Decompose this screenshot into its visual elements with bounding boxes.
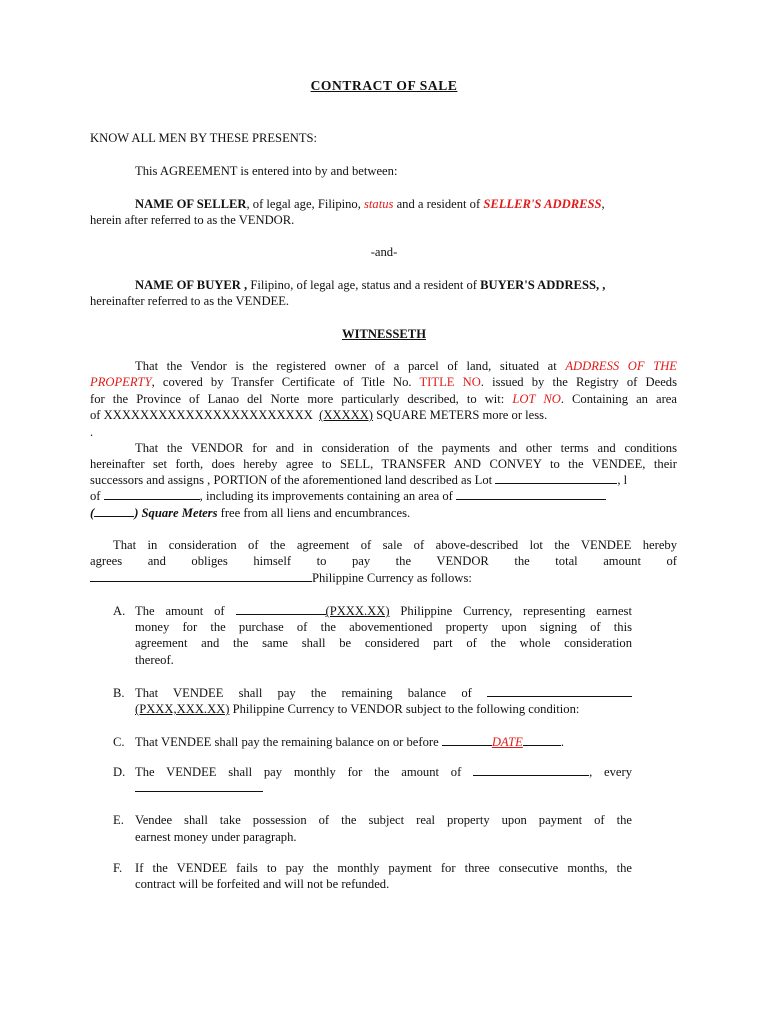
para3-line1: That in consideration of the agreement of sale of above-described lot the VENDEE hereby (113, 538, 677, 552)
item-c-line1: That VENDEE shall pay the remaining balance on or before DATE . (135, 735, 565, 749)
item-b-line1: That VENDEE shall pay the remaining balance of (135, 685, 632, 702)
buyer-line-2: hereinafter referred to as the VENDEE. (90, 294, 290, 308)
para3-line2: agrees and obliges himself to pay the VENDOR the total amount of (90, 554, 677, 568)
lot-no: LOT NO (512, 392, 561, 406)
sqm-blank (94, 505, 134, 517)
para1-line3: for the Province of Lanao del Norte more particularly described, to wit: LOT NO. Containing an area (90, 392, 677, 406)
buyer-name: NAME OF BUYER , (135, 278, 248, 292)
para1-dot: . (90, 425, 94, 439)
item-f-line1: If the VENDEE fails to pay the monthly payment for three consecutive months, the (135, 861, 632, 875)
para1-line2: PROPERTY, covered by Transfer Certificate of Title No. TITLE NO. issued by the Registry of Deeds (90, 375, 677, 389)
item-a-line1: The amount of (PXXX.XX) Philippine Currency, representing earnest (135, 604, 632, 618)
of-blank (104, 488, 200, 500)
monthly-blank (473, 764, 589, 776)
item-b-line2: (PXXX,XXX.XX) Philippine Currency to VENDOR subject to the following condition: (135, 702, 580, 716)
item-b-marker: B. (113, 686, 125, 700)
para2-line1: That the VENDOR for and in consideration of the payments and other terms and conditions (135, 441, 677, 455)
item-e-marker: E. (113, 813, 124, 827)
item-a-line2: money for the purchase of the abovementioned property upon signing of this (135, 620, 632, 634)
item-d-line2 (135, 780, 263, 797)
property-address: ADDRESS OF THE (565, 359, 677, 373)
date-placeholder: DATE (491, 735, 523, 749)
item-d-marker: D. (113, 765, 126, 779)
para2-line4: of , including its improvements containing an area of (90, 488, 677, 505)
seller-line-2: herein after referred to as the VENDOR. (90, 213, 295, 227)
item-a-marker: A. (113, 604, 126, 618)
witnesseth-heading: WITNESSETH (342, 327, 426, 341)
item-a-line3: agreement and the same shall be considered part of the whole consideration (135, 636, 632, 650)
para1-line1: That the Vendor is the registered owner of a parcel of land, situated at ADDRESS OF THE (135, 359, 677, 373)
buyer-address: BUYER'S ADDRESS, , (480, 278, 606, 292)
document-title: CONTRACT OF SALE (310, 78, 458, 93)
seller-line: NAME OF SELLER, of legal age, Filipino, status and a resident of SELLER'S ADDRESS, (135, 197, 605, 211)
balance-blank (487, 685, 632, 697)
area-blank (456, 488, 606, 500)
seller-status: status (364, 197, 394, 211)
seller-address: SELLER'S ADDRESS (483, 197, 602, 211)
item-e-line1: Vendee shall take possession of the subject real property upon payment of the (135, 813, 632, 827)
item-a-line4: thereof. (135, 653, 174, 667)
agreement-line: This AGREEMENT is entered into by and between: (135, 164, 398, 178)
every-blank (135, 780, 263, 792)
earnest-blank (236, 603, 326, 615)
item-c-marker: C. (113, 735, 125, 749)
para2-line2: hereinafter set forth, does hereby agree to SELL, TRANSFER AND CONVEY to the VENDEE, their (90, 457, 677, 471)
para3-line3: Philippine Currency as follows: (90, 570, 472, 587)
buyer-line: NAME OF BUYER , Filipino, of legal age, status and a resident of BUYER'S ADDRESS, , (135, 278, 606, 292)
para2-line3: successors and assigns , PORTION of the aforementioned land described as Lot , l (90, 473, 628, 487)
total-amount-blank (90, 570, 312, 582)
para2-line5: ( ) Square Meters free from all liens and encumbrances. (90, 506, 411, 520)
and-separator: -and- (370, 245, 398, 259)
item-f-marker: F. (113, 861, 123, 875)
lot-blank (495, 472, 617, 484)
title-no: TITLE NO (419, 375, 481, 389)
para1-line4: of XXXXXXXXXXXXXXXXXXXXXXX (XXXXX) SQUARE METERS more or less. (90, 408, 548, 422)
presents-line: KNOW ALL MEN BY THESE PRESENTS: (90, 131, 318, 145)
item-f-line2: contract will be forfeited and will not be refunded. (135, 877, 390, 891)
seller-name: NAME OF SELLER (135, 197, 247, 211)
item-d-line1: The VENDEE shall pay monthly for the amount of , every (135, 765, 632, 779)
item-e-line2: earnest money under paragraph. (135, 830, 297, 844)
